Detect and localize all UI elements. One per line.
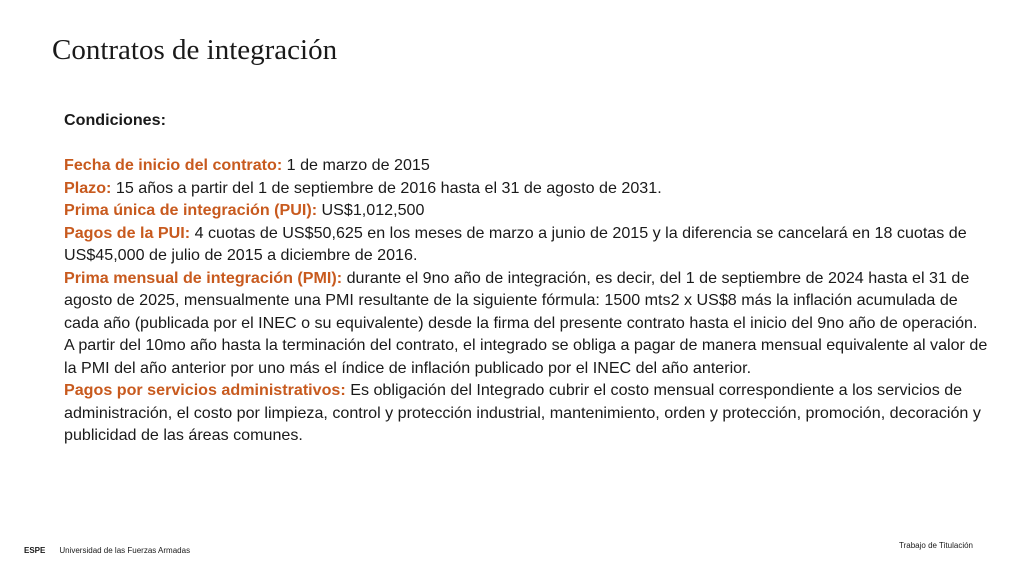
footer-left (24, 546, 190, 556)
pui-payments-text: 4 cuotas de US$50,625 en los meses de marzo a junio de 2015 y la diferencia se cancelará en 18 cuotas de US$45,000 de julio de 2015 a diciembre de 2016. (64, 223, 967, 264)
start-date-text: 1 de marzo de 2015 (282, 156, 430, 174)
pui-payments-label: Pagos de la PUI: (64, 223, 191, 242)
pui-paragraph (64, 199, 994, 222)
conditions-heading: Condiciones: (64, 111, 166, 129)
pui-text: US$1,012,500 (317, 201, 425, 219)
admin-services-label: Pagos por servicios administrativos: (64, 381, 346, 399)
admin-services-paragraph (64, 379, 994, 447)
term-paragraph (64, 177, 994, 200)
espe-logo: ESPE (24, 546, 46, 555)
pui-label: Prima única de integración (PUI): (64, 201, 318, 219)
pmi-label: Prima mensual de integración (PMI): (64, 268, 343, 287)
pmi-followup-paragraph: A partir del 10mo año hasta la terminación del contrato, el integrado se obliga a pagar de manera mensual equivalente al valor de la PMI del año anterior por uno más el índice de inflación publicado por el INEC del año anterior. (64, 336, 988, 377)
pui-payments-paragraph (64, 222, 994, 267)
term-text: 15 años a partir del 1 de septiembre de 2016 hasta el 31 de agosto de 2031. (111, 178, 662, 197)
footer-institution: Universidad de las Fuerzas Armadas (59, 546, 191, 555)
start-date-label: Fecha de inicio del contrato: (64, 156, 283, 174)
footer-right-text: Trabajo de Titulación (899, 541, 973, 550)
slide-content (64, 109, 994, 447)
pmi-paragraph (64, 267, 994, 335)
term-label: Plazo: (64, 178, 112, 197)
pmi-text: durante el 9no año de integración, es decir, del 1 de septiembre de 2024 hasta el 31 de agosto de 2025, mensualmente una PMI resultante de la siguiente fórmula: 1500 mts2 x US$8 más la inflación acumulada de cada año (publicada por el INEC o su equivalente) desde la firma del presente contrato hasta el inicio del 9no año de operación. (64, 268, 978, 332)
admin-services-text: Es obligación del Integrado cubrir el costo mensual correspondiente a los servicios de administración, el costo por limpieza, control y protección industrial, mantenimiento, orden y protección, promoción, decoración y publicidad de las áreas comunes. (64, 381, 981, 444)
slide-title: Contratos de integración (52, 34, 338, 66)
start-date-paragraph (64, 154, 994, 177)
